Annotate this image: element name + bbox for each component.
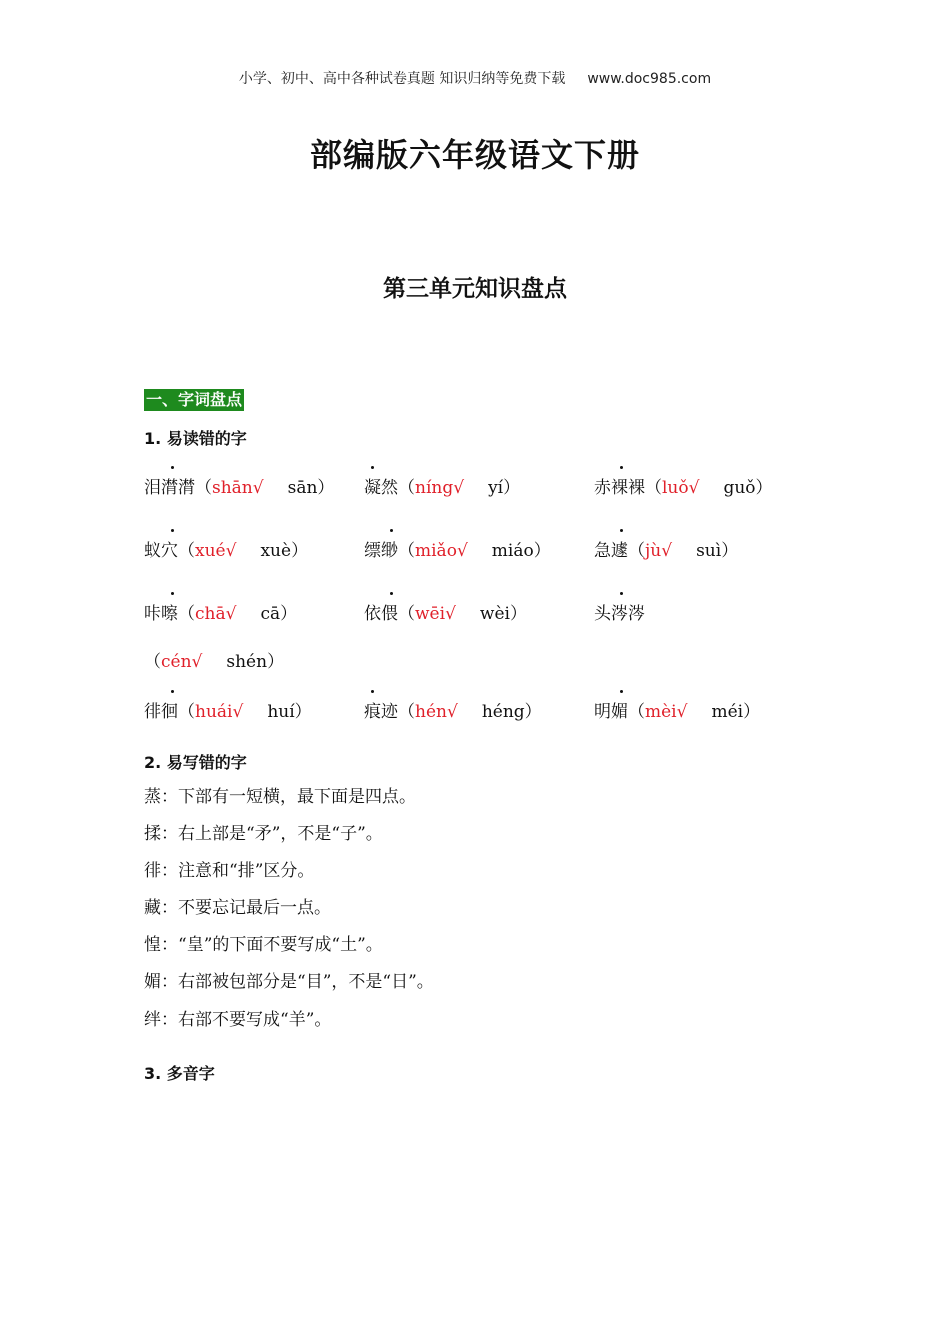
writing-note: 媚：右部被包部分是“目”，不是“日”。 bbox=[144, 972, 434, 992]
wrong-pinyin: suì bbox=[696, 541, 722, 561]
check-mark: √ bbox=[688, 478, 700, 498]
unit-title: 第三单元知识盘点 bbox=[383, 276, 567, 302]
reading-item: 凝然 （níng√ yí） bbox=[364, 477, 520, 499]
correct-pinyin: miǎo bbox=[415, 541, 457, 561]
check-mark: √ bbox=[446, 702, 458, 722]
page-header bbox=[0, 68, 950, 88]
wrong-pinyin: huí bbox=[267, 702, 295, 722]
reading-item: 缥缈 （miǎo√ miáo） bbox=[364, 540, 551, 562]
wrong-pinyin: wèi bbox=[479, 604, 510, 624]
header-text: 小学、初中、高中各种试卷真题 知识归纳等免费下载 bbox=[238, 71, 566, 87]
correct-pinyin: hén bbox=[415, 702, 447, 722]
correct-pinyin: shān bbox=[212, 478, 253, 498]
correct-pinyin: níng bbox=[415, 478, 454, 498]
check-mark: √ bbox=[676, 702, 688, 722]
writing-note: 绊：右部不要写成“羊”。 bbox=[144, 1010, 332, 1030]
correct-pinyin: mèi bbox=[645, 702, 677, 722]
check-mark: √ bbox=[445, 604, 456, 624]
reading-word: 凝然 bbox=[364, 477, 398, 499]
check-mark: √ bbox=[225, 604, 237, 624]
reading-word: 赤裸裸 bbox=[594, 477, 645, 499]
reading-word: 蚁穴 bbox=[144, 540, 178, 562]
check-mark: √ bbox=[225, 541, 237, 561]
correct-pinyin: wēi bbox=[415, 604, 446, 624]
correct-pinyin: cén bbox=[161, 652, 192, 672]
check-mark: √ bbox=[456, 541, 468, 561]
reading-word: 咔嚓 bbox=[144, 603, 178, 625]
writing-note: 藏：不要忘记最后一点。 bbox=[144, 898, 331, 918]
reading-word: 急遽 bbox=[594, 540, 628, 562]
reading-item: 咔嚓 （chā√ cā） bbox=[144, 603, 297, 625]
wrong-pinyin: cā bbox=[260, 604, 281, 624]
reading-item bbox=[594, 603, 645, 625]
check-mark: √ bbox=[252, 478, 264, 498]
wrong-pinyin: xuè bbox=[260, 541, 292, 561]
writing-note: 揉：右上部是“矛”，不是“子”。 bbox=[144, 824, 383, 844]
subheading-miswritten: 2. 易写错的字 bbox=[144, 753, 247, 772]
subheading-misread: 1. 易读错的字 bbox=[144, 429, 247, 448]
writing-note: 惶：“皇”的下面不要写成“土”。 bbox=[144, 935, 383, 955]
wrong-pinyin: guǒ bbox=[723, 478, 756, 498]
reading-word: 缥缈 bbox=[364, 540, 398, 562]
reading-item: 泪潸潸 （shān√ sān） bbox=[144, 477, 334, 499]
section-heading-vocabulary: 一、字词盘点 bbox=[146, 390, 243, 409]
reading-item: 依偎 （wēi√ wèi） bbox=[364, 603, 527, 625]
check-mark: √ bbox=[661, 541, 673, 561]
reading-item: 痕迹 （hén√ héng） bbox=[364, 701, 542, 723]
correct-pinyin: xué bbox=[195, 541, 226, 561]
reading-item: 急遽 （jù√ suì） bbox=[594, 540, 738, 562]
reading-word: 头涔涔 bbox=[594, 603, 645, 625]
reading-item: 徘徊 （huái√ huí） bbox=[144, 701, 312, 723]
correct-pinyin: chā bbox=[195, 604, 226, 624]
check-mark: √ bbox=[191, 652, 203, 672]
wrong-pinyin: méi bbox=[711, 702, 744, 722]
wrong-pinyin: héng bbox=[481, 702, 525, 722]
correct-pinyin: jù bbox=[645, 541, 662, 561]
reading-word: 痕迹 bbox=[364, 701, 398, 723]
reading-word: 泪潸潸 bbox=[144, 477, 195, 499]
reading-continuation: （cén√ shén） bbox=[144, 652, 285, 672]
reading-word: 徘徊 bbox=[144, 701, 178, 723]
header-site[interactable]: www.doc985.com bbox=[587, 71, 712, 87]
writing-note: 徘：注意和“排”区分。 bbox=[144, 861, 315, 881]
wrong-pinyin: yí bbox=[488, 478, 504, 498]
subheading-polyphonic: 3. 多音字 bbox=[144, 1064, 215, 1083]
reading-word: 明媚 bbox=[594, 701, 628, 723]
reading-item: 蚁穴 （xué√ xuè） bbox=[144, 540, 308, 562]
reading-item: 赤裸裸 （luǒ√ guǒ） bbox=[594, 477, 773, 499]
check-mark: √ bbox=[453, 478, 465, 498]
wrong-pinyin: shén bbox=[226, 652, 268, 672]
document-title: 部编版六年级语文下册 bbox=[309, 136, 640, 174]
wrong-pinyin: miáo bbox=[491, 541, 534, 561]
correct-pinyin: huái bbox=[195, 702, 233, 722]
writing-note: 蒸：下部有一短横，最下面是四点。 bbox=[144, 787, 416, 807]
reading-item: 明媚 （mèi√ méi） bbox=[594, 701, 760, 723]
reading-word: 依偎 bbox=[364, 603, 398, 625]
correct-pinyin: luǒ bbox=[662, 478, 689, 498]
wrong-pinyin: sān bbox=[287, 478, 318, 498]
check-mark: √ bbox=[232, 702, 244, 722]
